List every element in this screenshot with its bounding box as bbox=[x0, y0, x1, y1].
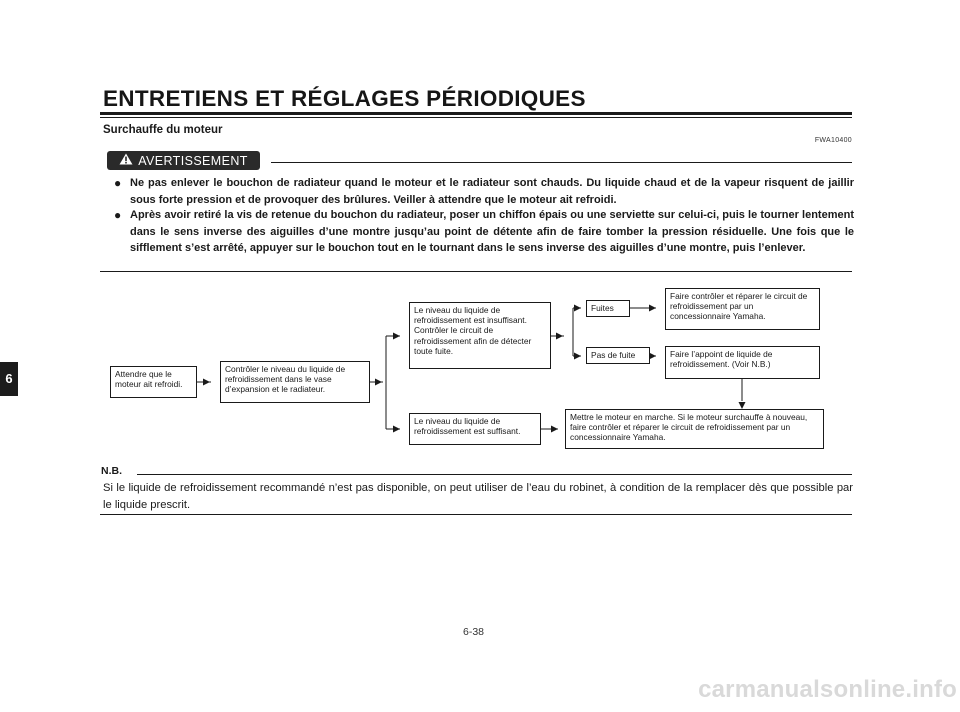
section-code: FWA10400 bbox=[814, 137, 852, 144]
page-header-title: ENTRETIENS ET RÉGLAGES PÉRIODIQUES bbox=[103, 86, 586, 111]
page-number: 6-38 bbox=[463, 626, 485, 638]
flow-box-repair: Faire contrôler et réparer le circuit de refroidissement par un concessionnaire Yamaha. bbox=[665, 288, 820, 330]
bullet-icon: ● bbox=[114, 208, 122, 222]
note-text: Si le liquide de refroidissement recommandé n’est pas disponible, on peut utiliser de l’eau du robinet, à condition de la remplacer dès que possible par le liquide prescrit. bbox=[103, 482, 853, 511]
flow-box-level-sufficient: Le niveau du liquide de refroidissement est suffisant. bbox=[409, 413, 541, 445]
flow-box-wait: Attendre que le moteur ait refroidi. bbox=[110, 366, 197, 398]
flow-box-level-insufficient: Le niveau du liquide de refroidissement est insuffisant. Contrôler le circuit de refroidissement afin de détecter toute fuite. bbox=[409, 302, 551, 369]
bullet-icon: ● bbox=[114, 176, 122, 190]
warning-item-text: Après avoir retiré la vis de retenue du bouchon du radiateur, poser un chiffon épais ou une serviette sur celui-ci, puis le tourner lentement dans le sens inverse des aiguilles d’une montre jusqu’au point de détente afin de faire tomber la pression résiduelle. Une fois que le sifflement s’est arrêté, appuyer sur le bouchon tout en le tournant dans le sens inverse des aiguilles d’une montre, puis l’enlever. bbox=[130, 209, 854, 254]
warning-item-text: Ne pas enlever le bouchon de radiateur quand le moteur et le radiateur sont chauds. Du liquide chaud et de la vapeur risquent de jaillir sous forte pression et de provoquer des brûlures. Veiller à attendre que le moteur ait refroidi. bbox=[130, 177, 854, 206]
note-label: N.B. bbox=[101, 465, 122, 477]
section-title: Surchauffe du moteur bbox=[103, 124, 223, 136]
flow-box-restart: Mettre le moteur en marche. Si le moteur surchauffe à nouveau, faire contrôler et réparer le circuit de refroidissement par un concessionnaire Yamaha. bbox=[565, 409, 824, 449]
flow-box-leaks: Fuites bbox=[586, 300, 630, 317]
flow-box-no-leak: Pas de fuite bbox=[586, 347, 650, 364]
chapter-tab: 6 bbox=[0, 362, 18, 396]
note-rule bbox=[137, 474, 852, 475]
flow-box-top-up: Faire l’appoint de liquide de refroidissement. (Voir N.B.) bbox=[665, 346, 820, 379]
warning-label-text: AVERTISSEMENT bbox=[138, 153, 248, 168]
note-bottom-rule bbox=[100, 514, 852, 515]
watermark: carmanualsonline.info bbox=[698, 676, 957, 703]
flow-box-check-level: Contrôler le niveau du liquide de refroidissement dans le vase d’expansion et le radiateur. bbox=[220, 361, 370, 403]
